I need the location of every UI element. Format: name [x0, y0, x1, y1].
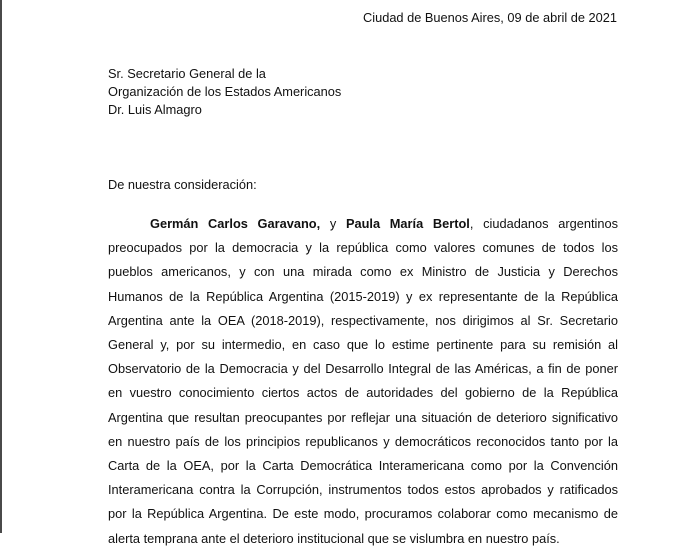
addressee-block — [108, 65, 341, 119]
author-connector: y — [320, 216, 346, 231]
addressee-line-title: Sr. Secretario General de la — [108, 66, 266, 81]
body-paragraph-text: , ciudadanos argentinos preocupados por la democracia y la república como valores comunes de todos los pueblos americanos, y con una mirada como ex Ministro de Justicia y Derechos Humanos de la República Argentina (2015-2019) y ex representante de la República Argentina ante la OEA (2018-2019), respectivamente, nos dirigimos al Sr. Secretario General y, por su intermedio, en caso que lo estime pertinente para su remisión al Observatorio de la Democracia y del Desarrollo Integral de las Américas, a fin de poner en vuestro conocimiento ciertos actos de autoridades del gobierno de la República Argentina que resultan preocupantes por reflejar una situación de deterioro significativo en nuestro país de los principios republicanos y democráticos reconocidos tanto por la Carta de la OEA, por la Carta Democrática Interamericana como por la Convención Interamericana contra la Corrupción, instrumentos todos estos aprobados y ratificados por la República Argentina. De este modo, procuramos colaborar como mecanismo de alerta temprana ante el deterioro institucional que se vislumbra en nuestro país. — [108, 216, 619, 546]
page-left-edge-divider — [0, 0, 2, 533]
date-line: Ciudad de Buenos Aires, 09 de abril de 2021 — [363, 10, 617, 25]
author-name-1: Germán Carlos Garavano, — [150, 216, 321, 231]
author-name-2: Paula María Bertol — [345, 216, 470, 231]
body-paragraph — [108, 212, 618, 551]
addressee-line-organization: Organización de los Estados Americanos — [108, 84, 342, 99]
addressee-line-name: Dr. Luis Almagro — [108, 102, 202, 117]
greeting: De nuestra consideración: — [108, 177, 257, 192]
